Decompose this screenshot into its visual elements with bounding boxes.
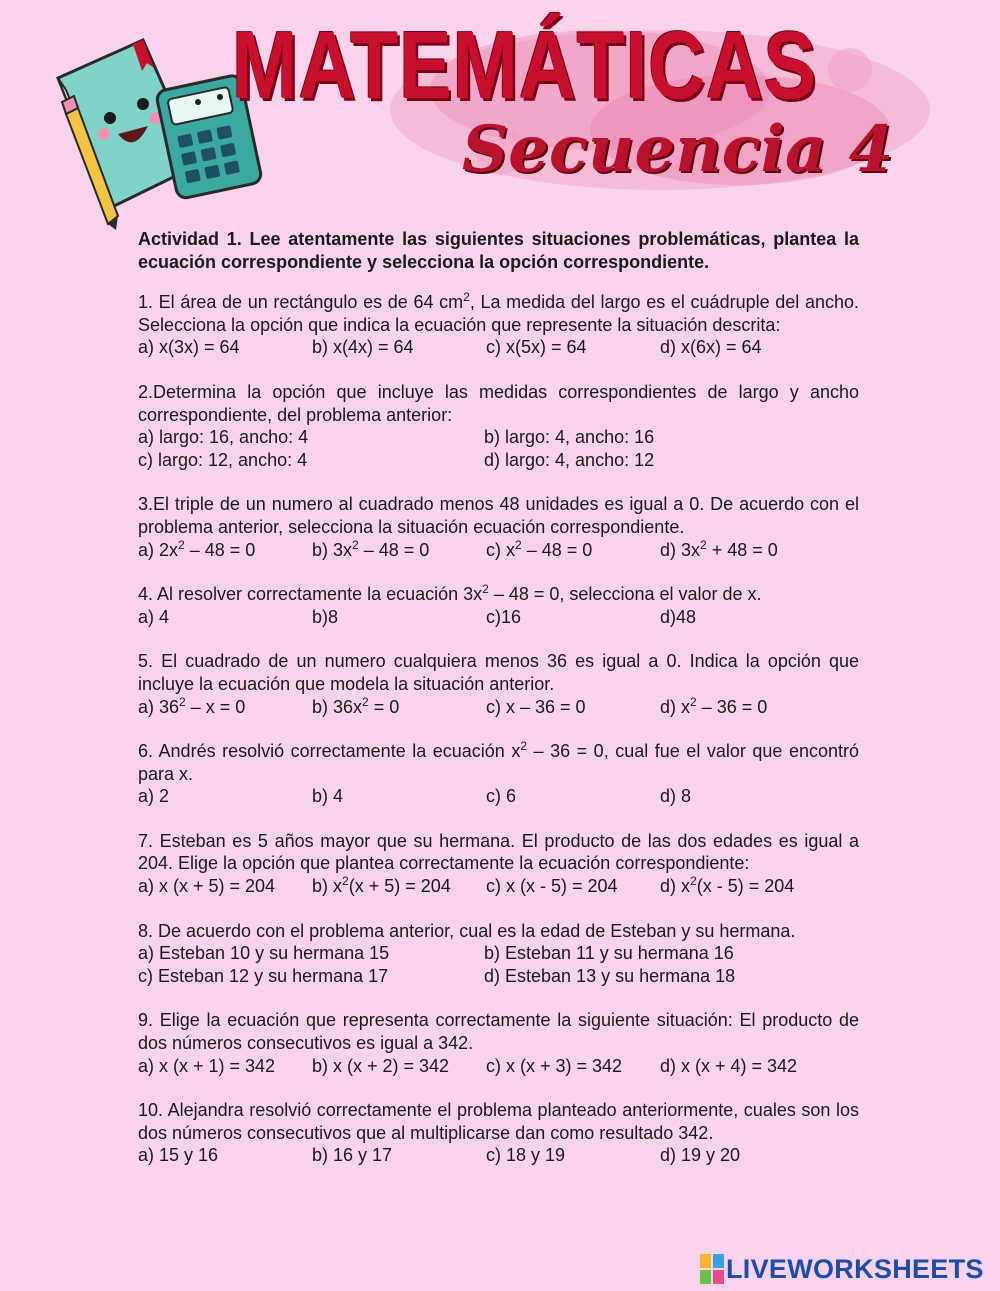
instructions: Actividad 1. Lee atentamente las siguientes situaciones problemáticas, plantea la ecuación correspondiente y selecciona la opción correspondiente.: [138, 229, 859, 272]
option-c[interactable]: c)16: [486, 606, 522, 627]
option-c[interactable]: c) largo: 12, ancho: 4: [138, 449, 308, 470]
options: [138, 1055, 859, 1078]
option-b[interactable]: b) largo: 4, ancho: 16: [484, 427, 655, 448]
option-d[interactable]: d) $x^2 - 36 = 0$: [660, 694, 768, 717]
question-10: [138, 1099, 859, 1167]
question-text: 9. Elige la ecuación que representa correctamente la siguiente situación: El producto de dos números consecutivos es igual a 342.: [138, 1010, 859, 1054]
option-b[interactable]: b) $x^2(x + 5) = 204$: [312, 874, 451, 897]
question-7: [138, 830, 859, 898]
option-a[interactable]: a) Esteban 10 y su hermana 15: [138, 943, 390, 964]
question-text: 3.El triple de un numero al cuadrado menos 48 unidades es igual a 0. De acuerdo con el problema anterior, selecciona la situación ecuación correspondiente.: [138, 494, 859, 537]
option-b[interactable]: b) 16 y 17: [312, 1145, 393, 1166]
option-b[interactable]: b) 4: [312, 786, 344, 807]
option-d[interactable]: d) $3x^2 + 48 = 0$: [660, 537, 778, 560]
header: [0, 0, 1000, 215]
options: [138, 942, 859, 987]
question-text: 1. El área de un rectángulo es de 64 $cm^2$, La medida del largo es el cuádruple del ancho. Selecciona la opción que indica la ecuación que represente la situación descrita:: [138, 290, 859, 335]
question-text: 5. El cuadrado de un numero cualquiera menos 36 es igual a 0. Indica la opción que incluye la ecuación que modela la situación anterior.: [138, 651, 859, 694]
option-b[interactable]: b) Esteban 11 y su hermana 16: [484, 943, 734, 964]
option-d[interactable]: d) largo: 4, ancho: 12: [484, 449, 655, 470]
option-c[interactable]: c) x – 36 = 0: [486, 696, 586, 717]
option-c[interactable]: c) x (x + 3) = 342: [486, 1055, 623, 1076]
option-b[interactable]: b) $3x^2 - 48 = 0$: [312, 537, 430, 560]
option-c[interactable]: c) Esteban 12 y su hermana 17: [138, 965, 389, 986]
options: [138, 696, 859, 719]
question-text: 7. Esteban es 5 años mayor que su hermana. El producto de las dos edades es igual a 204. Elige la opción que plantea correctamente la ecuación correspondiente:: [138, 830, 859, 874]
options: [138, 426, 859, 471]
option-a[interactable]: a) 4: [138, 606, 170, 627]
page-title: MATEMÁTICAS: [232, 12, 817, 119]
question-text: 10. Alejandra resolvió correctamente el problema planteado anteriormente, cuales son los dos números consecutivos que al multiplicarse dan como resultado 342.: [138, 1100, 859, 1143]
option-d[interactable]: d) x (x + 4) = 342: [660, 1055, 798, 1076]
option-a[interactable]: a) $2x^2 - 48 = 0$: [138, 537, 256, 560]
option-b[interactable]: b) x(4x) = 64: [312, 337, 414, 358]
option-c[interactable]: c) x(5x) = 64: [486, 337, 587, 358]
option-d[interactable]: d) x(6x) = 64: [660, 337, 762, 358]
question-2: [138, 381, 859, 471]
options: [138, 875, 859, 898]
option-a[interactable]: a) 2: [138, 786, 170, 807]
option-c[interactable]: c) 6: [486, 786, 517, 807]
option-a[interactable]: a) x(3x) = 64: [138, 337, 240, 358]
options: [138, 785, 859, 808]
question-8: [138, 920, 859, 988]
worksheet-content: [138, 210, 859, 1189]
option-d[interactable]: d) $x^2(x - 5) = 204$: [660, 874, 795, 897]
options: [138, 1144, 859, 1167]
option-b[interactable]: b) x (x + 2) = 342: [312, 1055, 450, 1076]
options: [138, 606, 859, 629]
option-d[interactable]: d) 8: [660, 786, 692, 807]
question-3: [138, 493, 859, 561]
option-c[interactable]: c) 18 y 19: [486, 1145, 566, 1166]
page-subtitle: Secuencia 4: [462, 112, 894, 187]
question-text: 2.Determina la opción que incluye las medidas correspondientes de largo y ancho correspondiente, del problema anterior:: [138, 381, 859, 425]
option-d[interactable]: d) 19 y 20: [660, 1145, 741, 1166]
question-text: 8. De acuerdo con el problema anterior, cual es la edad de Esteban y su hermana.: [138, 920, 796, 941]
question-6: [138, 740, 859, 808]
option-a[interactable]: a) largo: 16, ancho: 4: [138, 427, 309, 448]
options: [138, 539, 859, 562]
option-c[interactable]: c) $x^2 - 48 = 0$: [486, 537, 593, 560]
question-text: 4. Al resolver correctamente la ecuación $3x^2 - 48 = 0$, selecciona el valor de x.: [138, 582, 762, 605]
brand-name: LIVEWORKSHEETS: [726, 1253, 984, 1284]
option-a[interactable]: a) 15 y 16: [138, 1145, 219, 1166]
question-9: [138, 1009, 859, 1077]
option-b[interactable]: b) $36x^2 = 0$: [312, 694, 400, 717]
option-a[interactable]: a) $36^2 - x = 0$: [138, 694, 246, 717]
question-text: 6. Andrés resolvió correctamente la ecuación $x^2 - 36 = 0$, cual fue el valor que encontró para x.: [138, 739, 859, 784]
option-d[interactable]: d)48: [660, 606, 697, 627]
liveworksheets-logo-icon: [700, 1254, 724, 1284]
question-5: [138, 650, 859, 718]
question-4: [138, 583, 859, 628]
option-b[interactable]: b)8: [312, 606, 339, 627]
question-1: [138, 291, 859, 359]
options: [138, 336, 859, 359]
option-d[interactable]: d) Esteban 13 y su hermana 18: [484, 965, 736, 986]
option-a[interactable]: a) x (x + 5) = 204: [138, 876, 276, 897]
option-c[interactable]: c) x (x - 5) = 204: [486, 876, 618, 897]
liveworksheets-brand[interactable]: [700, 1254, 984, 1284]
option-a[interactable]: a) x (x + 1) = 342: [138, 1055, 276, 1076]
